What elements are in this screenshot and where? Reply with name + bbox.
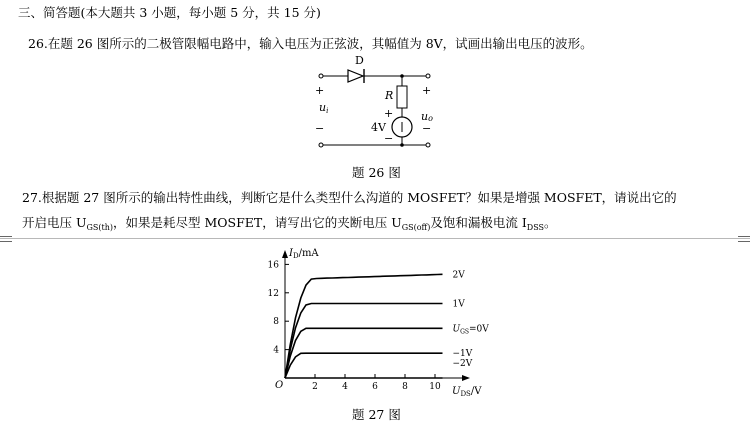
page-break-line [0, 238, 750, 239]
curve-2V [285, 274, 443, 378]
y-tick-label: 16 [267, 260, 279, 271]
curve-label: 1V [452, 299, 465, 310]
x-tick-label: 8 [402, 382, 408, 392]
curve-label: $U_{GS}=0V$ [452, 324, 489, 336]
x-axis-arrow [462, 375, 470, 381]
y-axis-label: $I_D/mA$ [289, 248, 319, 260]
question-27-line2: 开启电压 $U_{GS(th)}$，如果是耗尽型 MOSFET，请写出它的夹断电压 $U_{GS(off)}$及饱和漏极电流 $I_{DSS}$。 [22, 215, 557, 232]
input-minus: − [315, 122, 325, 135]
input-terminal-bottom [319, 143, 323, 147]
x-tick-label: 2 [312, 382, 318, 392]
y-tick-label: 12 [267, 288, 279, 299]
figure-27-caption: 题 27 图 [352, 407, 401, 422]
curve-1V [285, 353, 443, 378]
origin-label: O [275, 380, 284, 391]
input-plus: + [315, 84, 325, 97]
curve-label: 2V [452, 270, 465, 281]
diode-label: D [355, 54, 364, 67]
y-tick-label: 8 [273, 317, 279, 328]
resistor-label: R [385, 89, 394, 102]
y-axis-arrow [282, 250, 288, 258]
diode-symbol [348, 69, 371, 83]
source-minus: − [384, 132, 394, 145]
source-plus: + [384, 107, 394, 120]
question-26-text: 26.在题 26 图所示的二极管限幅电路中，输入电压为正弦波，其幅值为 8V，试画出输出电压的波形。 [28, 36, 593, 51]
output-minus: − [422, 122, 432, 135]
curve-label: −2V [452, 359, 473, 369]
diode-limiter-circuit [305, 50, 445, 160]
source-label: 4V [371, 121, 386, 134]
curve-1V [285, 304, 443, 379]
output-label: uo [421, 110, 433, 123]
output-plus: + [422, 84, 432, 97]
mosfet-output-characteristics-chart [255, 242, 495, 402]
figure-26-caption: 题 26 图 [352, 165, 401, 180]
curve-label: −1V [452, 349, 473, 360]
x-tick-label: 10 [429, 382, 441, 392]
page-break-mark-left [0, 236, 12, 242]
x-axis-label: $U_{DS}/V$ [452, 386, 482, 398]
y-tick-label: 4 [273, 345, 279, 356]
x-tick-label: 6 [372, 382, 378, 392]
output-terminal-bottom [426, 143, 430, 147]
x-tick-label: 4 [342, 382, 348, 392]
input-terminal-top [319, 74, 323, 78]
page-break-mark-right [738, 236, 750, 242]
output-terminal-top [426, 74, 430, 78]
resistor-symbol [397, 86, 407, 108]
section-heading: 三、简答题(本大题共 3 小题，每小题 5 分，共 15 分) [18, 5, 321, 20]
input-label: ui [319, 101, 329, 115]
question-27-line1: 27.根据题 27 图所示的输出特性曲线，判断它是什么类型什么沟道的 MOSFET？如果是增强 MOSFET，请说出它的 [22, 190, 677, 205]
